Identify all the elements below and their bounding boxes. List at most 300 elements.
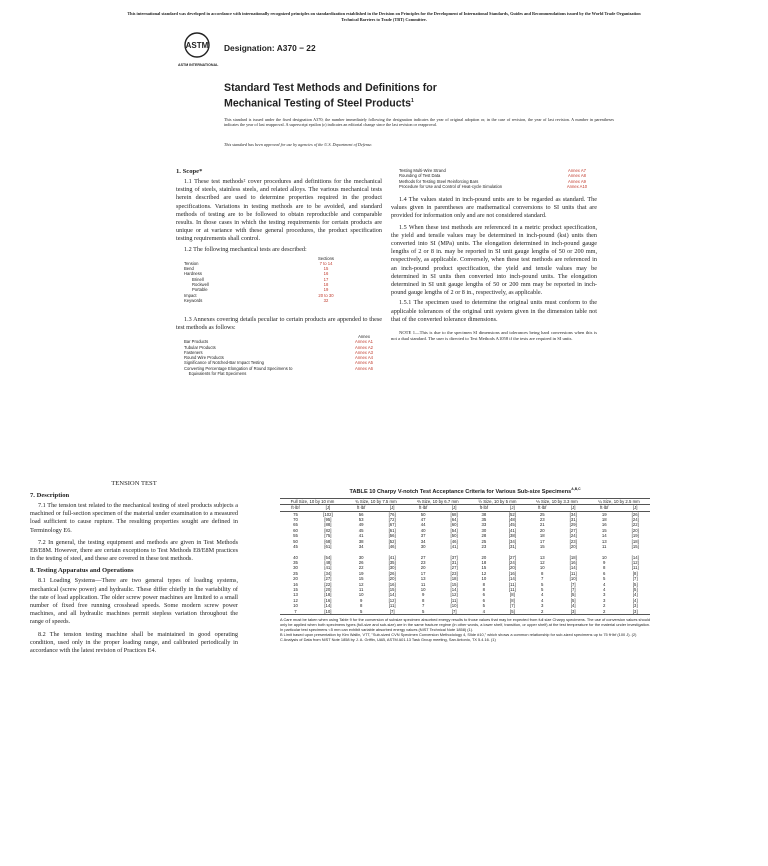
table-cell: [38] xyxy=(508,533,516,539)
table-cell: 20 xyxy=(420,565,426,571)
table-cell: [5] xyxy=(570,597,576,603)
table-cell: [61] xyxy=(324,544,332,550)
annex-link[interactable]: Annex A4 xyxy=(355,355,373,361)
table-cell: 27 xyxy=(420,554,426,560)
table-cell: [12] xyxy=(631,559,639,565)
table-cell: [23] xyxy=(569,538,577,544)
table-cell: [14] xyxy=(388,592,396,598)
table-cell: [27] xyxy=(324,576,332,582)
table-cell: [37] xyxy=(450,554,458,560)
annex-name: Methods for Testing Steel Reinforcing Bars xyxy=(399,178,479,184)
table-cell: 40 xyxy=(293,554,298,560)
table-cell: [14] xyxy=(569,565,577,571)
tests-rows xyxy=(176,261,382,303)
table-cell: [7] xyxy=(510,603,515,609)
table-cell: 75 xyxy=(293,511,298,517)
table-unit-label: ft·lbf xyxy=(345,505,378,511)
table-cell: 2 xyxy=(603,608,606,614)
table-cell: 12 xyxy=(293,597,298,603)
table-cell: 65 xyxy=(293,522,298,528)
table-cell: [27] xyxy=(450,565,458,571)
table-cell: 5 xyxy=(541,581,544,587)
annex-name: Rounding of Test Data xyxy=(399,173,441,179)
annex-header: Annex xyxy=(358,334,370,340)
table-cell: 15 xyxy=(539,544,545,550)
table-cell: 45 xyxy=(293,544,298,550)
table-cell: 9 xyxy=(359,597,363,603)
designation-intro: This standard is issued under the fixed designation A370; the number immediately following the designation indicates the year of original adoption or, in the case of revision, the year of last revision. A number in parentheses indicates the year of last reapproval. A superscript epsilon (ε) indicates an editorial change since the last revision or reapproval. xyxy=(224,117,614,128)
table-cell: [14] xyxy=(324,603,332,609)
table-cell: [15] xyxy=(388,586,396,592)
table-cell: [15] xyxy=(631,544,639,550)
table-cell: 10 xyxy=(601,554,607,560)
table-10 xyxy=(280,487,650,642)
table-cell: 70 xyxy=(293,517,298,523)
annex-link[interactable]: Annex A1 xyxy=(355,339,373,345)
table-cell: [23] xyxy=(450,570,458,576)
table-cell: [7] xyxy=(451,608,457,614)
table-cell: 34 xyxy=(358,544,364,550)
table-cell: [7] xyxy=(570,586,576,592)
table-cell: [11] xyxy=(388,603,396,609)
description-heading: 7. Description xyxy=(30,492,70,499)
table-cell: 12 xyxy=(539,559,545,565)
table-cell: [7] xyxy=(632,576,638,582)
table-cell: 23 xyxy=(539,517,545,523)
table-cell: [4] xyxy=(570,603,576,609)
table-cell: [31] xyxy=(508,544,516,550)
test-sections-link[interactable]: 16 xyxy=(323,271,329,277)
annex-link[interactable]: Annex A6 xyxy=(355,365,373,371)
title-footnote-mark: 1 xyxy=(411,97,414,104)
tests-list xyxy=(176,256,382,314)
annex-list-item xyxy=(391,184,597,189)
table-cell: 11 xyxy=(358,586,364,592)
designation: Designation: A370 − 22 xyxy=(224,43,316,53)
table-cell: [3] xyxy=(570,608,576,614)
table-cell: [22] xyxy=(631,522,639,528)
test-name: Bend xyxy=(184,266,194,272)
table-cell: 13 xyxy=(420,576,426,582)
table-cell: 5 xyxy=(359,608,363,614)
table-cell: [16] xyxy=(569,559,577,565)
table-cell: [16] xyxy=(388,581,396,587)
para-7-1: 7.1 The tension test related to the mechanical testing of steel products subjects a machined or full-section specimen of the material under examination to a measured load sufficient to cause rupture. The resulting properties sought are defined in Terminology E6. xyxy=(30,502,238,534)
table-cell: [24] xyxy=(631,517,639,523)
test-name: Portable xyxy=(192,287,208,293)
page-title xyxy=(224,82,437,110)
test-name: Rockwell xyxy=(192,282,209,288)
table-unit-label: ft·lbf xyxy=(407,505,440,511)
table-cell: [22] xyxy=(324,581,332,587)
annex-link[interactable]: Annex A7 xyxy=(568,168,586,173)
table-cell: [41] xyxy=(388,554,396,560)
table-footnotes xyxy=(280,617,650,642)
table-cell: [4] xyxy=(632,592,638,598)
table-unit-label: [J] xyxy=(559,505,588,511)
table-cell: [34] xyxy=(508,538,516,544)
test-sections-link[interactable]: 17 xyxy=(323,276,329,282)
table-cell: [75] xyxy=(324,533,332,539)
table-cell: [41] xyxy=(324,565,332,571)
table-cell: [61] xyxy=(388,527,396,533)
table-unit-label: ft·lbf xyxy=(280,505,311,511)
table-cell: 55 xyxy=(293,533,298,539)
table-cell: [48] xyxy=(324,559,332,565)
table-group-label: ⅓ Size, 10 by 3.3 mm xyxy=(526,498,588,504)
para-8-2: 8.2 The tension testing machine shall be maintained in good operating condition, used only in the proper loading range, and calibrated periodically in accordance with the latest revision of Practices E4. xyxy=(30,630,238,655)
table-cell: [5] xyxy=(632,581,638,587)
table-cell: 4 xyxy=(482,608,486,614)
annex-name: Fasteners xyxy=(184,349,203,355)
table-unit-label: ft·lbf xyxy=(469,505,499,511)
table-cell: [5] xyxy=(570,592,576,598)
table-cell: 8 xyxy=(482,586,486,592)
table-cell: [27] xyxy=(508,554,516,560)
table-cell: 2 xyxy=(603,603,606,609)
table-cell: [31] xyxy=(569,517,577,523)
table-cell: 15 xyxy=(358,576,364,582)
table-cell: [72] xyxy=(388,517,396,523)
table-cell: [27] xyxy=(569,527,577,533)
table-cell: 18 xyxy=(539,533,545,539)
test-name: Tension xyxy=(184,260,199,266)
table-unit-label: [J] xyxy=(621,505,651,511)
table-cell: 20 xyxy=(539,527,545,533)
table-cell: [11] xyxy=(508,586,516,592)
table-cell: [16] xyxy=(508,570,516,576)
table-cell: 37 xyxy=(420,533,426,539)
table-cell: 56 xyxy=(358,511,364,517)
table-cell: 6 xyxy=(482,592,486,598)
test-sections-link[interactable]: 20 to 30 xyxy=(318,292,334,298)
table-cell: 45 xyxy=(358,527,364,533)
table-cell: [26] xyxy=(388,570,396,576)
table-cell: 50 xyxy=(420,511,426,517)
right-column-scope xyxy=(391,168,597,342)
table-cell: [54] xyxy=(450,527,458,533)
table-cell: 12 xyxy=(481,570,487,576)
table-group-label: Full Size, 10 by 10 mm xyxy=(280,498,345,504)
table-cell: [7] xyxy=(389,608,395,614)
table-cell: 41 xyxy=(358,533,364,539)
tension-test-section xyxy=(30,480,238,655)
annex-name: Equivalents for Flat Specimens xyxy=(184,371,247,377)
table-cell: [14] xyxy=(631,554,639,560)
table-cell: 8 xyxy=(421,597,425,603)
table-title-footnotes: A,B,C xyxy=(571,487,581,491)
table-cell: 30 xyxy=(358,554,364,560)
table-cell: [34] xyxy=(569,511,577,517)
table-cell: [88] xyxy=(324,522,332,528)
table-cell: [10] xyxy=(450,603,458,609)
table-cell: [18] xyxy=(450,576,458,582)
table-cell: [31] xyxy=(450,559,458,565)
table-cell: 15 xyxy=(481,565,487,571)
table-cell: 40 xyxy=(420,527,426,533)
table-cell: 30 xyxy=(293,565,298,571)
table-cell: [18] xyxy=(569,554,577,560)
para-8-1: 8.1 Loading Systems—There are two general types of loading systems, mechanical (screw power) and hydraulic. These differ chiefly in the variability of the rate of load application. The older screw power machines are limited to a small number of fixed free running crosshead speeds. Some modern screw power machines, and all hydraulic machines permit stepless variation throughout the range of speeds. xyxy=(30,577,238,626)
table-cell: [16] xyxy=(324,597,332,603)
table-cell: 30 xyxy=(481,527,487,533)
annex-rows xyxy=(176,339,382,376)
table-cell: [82] xyxy=(324,527,332,533)
table-cell: 19 xyxy=(601,511,607,517)
table-cell: 9 xyxy=(421,592,425,598)
scope-section xyxy=(176,168,382,376)
annex-name: Round Wire Products xyxy=(184,355,224,361)
table-cell: 5 xyxy=(603,576,606,582)
table-group-label: ¾ Size, 10 by 7.5 mm xyxy=(345,498,407,504)
table-cell: [60] xyxy=(450,522,458,528)
table-cell: 3 xyxy=(541,603,544,609)
table-group-label: ¼ Size, 10 by 2.5 mm xyxy=(588,498,650,504)
table-cell: 10 xyxy=(481,576,487,582)
table-cell: 15 xyxy=(601,527,607,533)
table-cell: [64] xyxy=(450,517,458,523)
table-cell: [68] xyxy=(324,538,332,544)
table-cell: [8] xyxy=(632,570,638,576)
annex-link[interactable]: Annex A3 xyxy=(355,349,373,355)
table-cell: 5 xyxy=(541,586,544,592)
table-cell: 14 xyxy=(601,533,607,539)
para-1-2: 1.2 The following mechanical tests are described: xyxy=(184,245,307,253)
table-cell: 60 xyxy=(293,527,298,533)
table-cell: 5 xyxy=(482,603,486,609)
table-cell: [7] xyxy=(570,581,576,587)
table-cell: 13 xyxy=(539,554,545,560)
sections-header: Sections xyxy=(317,255,335,261)
table-cell: [18] xyxy=(324,592,332,598)
table-cell: [45] xyxy=(508,522,516,528)
table-cell: 10 xyxy=(539,565,545,571)
annex-name: Procedure for Use and Control of Heat-cycle Simulation xyxy=(399,183,503,189)
table-cell: [46] xyxy=(388,544,396,550)
table-cell: 4 xyxy=(603,586,606,592)
table-cell: 2 xyxy=(541,608,544,614)
test-sections-link[interactable]: 19 xyxy=(323,287,329,293)
table-cell: 3 xyxy=(603,592,606,598)
table-cell: [20] xyxy=(388,576,396,582)
table-cell: [14] xyxy=(450,586,458,592)
table-cell: 11 xyxy=(601,544,607,550)
table-cell: [10] xyxy=(569,576,577,582)
table-cell: 10 xyxy=(358,592,364,598)
table-cell: 25 xyxy=(293,570,298,576)
table-cell: 4 xyxy=(541,592,544,598)
para-1-1: 1.1 These test methods² cover procedures and definitions for the mechanical testing of steels, stainless steels, and related alloys. The various mechanical tests herein described are used to determine properties required in the product specifications. Variations in testing methods are to be avoided, and standard methods of testing are to be followed to obtain reproducible and comparable results. In those cases in which the testing requirements for certain products are unique or at variance with these general procedures, the product specification testing requirements shall control. xyxy=(176,178,382,243)
test-name: Hardness xyxy=(184,271,202,277)
table-cell: 21 xyxy=(539,522,545,528)
table-cell: 10 xyxy=(293,603,298,609)
table-cell: [41] xyxy=(508,527,516,533)
test-sections-link[interactable]: 18 xyxy=(323,282,329,288)
table-cell: [30] xyxy=(388,565,396,571)
table-unit-label: [J] xyxy=(439,505,468,511)
table-cell: [20] xyxy=(324,586,332,592)
table-cell: [34] xyxy=(324,570,332,576)
table-unit-label: [J] xyxy=(499,505,526,511)
table-cell: [4] xyxy=(632,597,638,603)
para-1-4: 1.4 The values stated in inch-pound units are to be regarded as standard. The values given in parentheses are mathematical conversions to SI units that are provided for information only and are not considered standard. xyxy=(391,196,597,220)
test-sections-link[interactable]: 7 to 14 xyxy=(319,260,333,266)
table-cell: [11] xyxy=(569,570,577,576)
table-cell: [67] xyxy=(388,522,396,528)
table-unit-label: ft·lbf xyxy=(526,505,559,511)
para-7-2: 7.2 In general, the testing equipment and methods are given in Test Methods E8/E8M. However, there are certain exceptions to Test Methods E8/E8M practices in the testing of steel, and these are covered in these test methods. xyxy=(30,538,238,563)
table-cell: [12] xyxy=(388,597,396,603)
footnote-b: B Limit based upon presentation by Kim Wallin, VTT, "Sub-sized CVN Specimen Conversion Methodology 4, Slide #10," which shows a common relationship for sub-sized specimens up to 75 ft·lbf (100 J). (2) xyxy=(280,631,637,637)
table-cell: [26] xyxy=(631,511,639,517)
table-cell: [35] xyxy=(388,559,396,565)
table-cell: 4 xyxy=(541,597,544,603)
table-unit-label: [J] xyxy=(311,505,345,511)
footnote-a: A Care must be taken when using Table 9 for the conversion of subsize specimen absorbed energy results to those values that may be expected from full size Charpy specimens. The use of conversion values should only be applied when both specimens types (full-size and sub-size) are in the same fracture regime (in other words, a lower shelf, transition, or upper shelf) at the test temperature for the material under investigation. In particular test specimens <5 mm can exhibit variable absorbed energy values (NIST Technical Note 1858) (1). xyxy=(280,616,650,632)
annex-link[interactable]: Annex A8 xyxy=(568,173,586,179)
table-cell: [46] xyxy=(450,538,458,544)
table-title: TABLE 10 Charpy V-notch Test Acceptance Criteria for Various Sub-size Specimens xyxy=(349,488,572,495)
table-cell: 13 xyxy=(293,592,298,598)
table-cell: 53 xyxy=(358,517,364,523)
table-cell: 7 xyxy=(541,576,544,582)
international-standard-notice: This international standard was developed in accordance with internationally recognized principles on standardization established in the Decision on Principles for the Development of International Standards, Guides and Recommendations issued by the World Trade Organization Technical Barriers to Trade (TBT) Committee. xyxy=(127,11,641,22)
table-cell: 16 xyxy=(293,581,298,587)
table-cell: [14] xyxy=(508,576,516,582)
table-cell: 4 xyxy=(603,581,606,587)
table-cell: 18 xyxy=(481,559,487,565)
cvn-table xyxy=(280,498,650,615)
table-cell: 25 xyxy=(481,538,487,544)
table-cell: [20] xyxy=(569,544,577,550)
table-cell: [10] xyxy=(324,608,332,614)
table-cell: 8 xyxy=(482,581,486,587)
table-cell: 16 xyxy=(601,522,607,528)
table-cell: [3] xyxy=(632,603,638,609)
table-cell: [41] xyxy=(450,544,458,550)
annex-link[interactable]: Annex A2 xyxy=(355,344,373,350)
table-cell: 8 xyxy=(603,565,606,571)
table-cell: [11] xyxy=(450,597,458,603)
table-cell: 6 xyxy=(603,570,606,576)
table-cell: 47 xyxy=(420,517,426,523)
table-cell: [76] xyxy=(388,511,396,517)
test-sections-link[interactable]: 32 xyxy=(323,297,329,303)
table-group-label: ½ Size, 10 by 5 mm xyxy=(469,498,526,504)
table-cell: 38 xyxy=(358,538,364,544)
note-1: NOTE 1—This is due to the specimen SI dimensions and tolerances being hard conversions when this is not a dual standard. The user is directed to Test Methods A1058 if the tests are required in SI units. xyxy=(391,330,597,342)
table-cell: 49 xyxy=(358,522,364,528)
table-cell: [24] xyxy=(569,533,577,539)
table-cell: 9 xyxy=(603,559,606,565)
astm-logo xyxy=(182,31,218,67)
table-cell: [29] xyxy=(569,522,577,528)
table-cell: 38 xyxy=(481,511,487,517)
table-cell: 8 xyxy=(359,603,363,609)
table-cell: 23 xyxy=(420,559,426,565)
apparatus-heading: 8. Testing Apparatus and Operations xyxy=(30,567,134,575)
table-cell: [11] xyxy=(631,565,639,571)
annex-list xyxy=(176,334,382,376)
table-cell: 20 xyxy=(293,576,298,582)
table-cell: 34 xyxy=(420,538,426,544)
table-cell: 7 xyxy=(294,608,297,614)
table-cell: [5] xyxy=(510,608,515,614)
table-cell: [12] xyxy=(450,592,458,598)
table-cell: 20 xyxy=(481,554,487,560)
table-cell: 17 xyxy=(420,570,426,576)
table-cell: [54] xyxy=(324,554,332,560)
annex-name: Converting Percentage Elongation of Round Specimens to xyxy=(184,365,293,371)
table-cell: 6 xyxy=(482,597,486,603)
table-cell: 8 xyxy=(541,570,544,576)
table-cell: 33 xyxy=(481,522,487,528)
test-name: Impact xyxy=(184,292,197,298)
test-name: Keywords xyxy=(184,297,203,303)
table-cell: [56] xyxy=(388,533,396,539)
table-unit-label: [J] xyxy=(377,505,406,511)
para-1-5: 1.5 When these test methods are referenced in a metric product specification, the yield and tensile values may be determined in inch-pound (ksi) units then converted into SI (MPa) units. The elongation determined in inch-pound gauge lengths of 2 or 8 in. may be reported in SI unit gauge lengths of 50 or 200 mm, respectively, as applicable. Conversely, when these test methods are referenced in an inch-pound product specification, the yield and tensile values may be determined in SI units then converted into inch-pound units. The elongation determined in SI unit gauge lengths of 50 or 200 mm may be reported in inch-pound gauge lengths of 2 or 8 in., respectively, as applicable. xyxy=(391,223,597,297)
para-1-5-1: 1.5.1 The specimen used to determine the original units must conform to the applicable tolerances of the original unit system given in the dimension table not that of the converted tolerance dimensions. xyxy=(391,299,597,323)
table-cell: 50 xyxy=(293,538,298,544)
annex-name: Significance of Notched-Bar Impact Testing xyxy=(184,360,264,366)
footnote-c: C Analysis of Data from NIST Note 1858 by J. A. Griffin, UAB, ASTM A01.13 Task Group meeting, San Antonio, TX 5.4.16. (1) xyxy=(280,636,496,642)
annex-link[interactable]: Annex A5 xyxy=(355,360,373,366)
table-cell: 11 xyxy=(420,581,426,587)
annex-name: Tubular Products xyxy=(184,344,216,350)
table-cell: 5 xyxy=(421,608,425,614)
table-cell: 28 xyxy=(481,533,487,539)
table-cell: 18 xyxy=(601,517,607,523)
table-cell: [52] xyxy=(508,511,516,517)
test-sections-link[interactable]: 15 xyxy=(323,266,329,272)
table-row xyxy=(280,609,650,615)
svg-text:ASTM: ASTM xyxy=(185,41,209,50)
test-list-item xyxy=(176,298,382,303)
table-cell: 3 xyxy=(603,597,606,603)
table-cell: [20] xyxy=(631,527,639,533)
table-unit-label: ft·lbf xyxy=(588,505,621,511)
annex-link[interactable]: Annex A10 xyxy=(566,183,588,189)
table-cell: [11] xyxy=(508,581,516,587)
table-cell: [8] xyxy=(510,592,515,598)
table-cell: [15] xyxy=(450,581,458,587)
table-cell: 13 xyxy=(601,538,607,544)
table-cell: 22 xyxy=(358,565,364,571)
table-cell: 23 xyxy=(481,544,487,550)
table-group-label: ⅔ Size, 10 by 6.7 mm xyxy=(407,498,469,504)
para-1-3: 1.3 Annexes covering details peculiar to certain products are appended to these test methods as follows: xyxy=(176,315,382,332)
table-cell: [20] xyxy=(508,565,516,571)
test-name: Brinell xyxy=(192,276,204,282)
annex-link[interactable]: Annex A9 xyxy=(568,178,586,184)
table-cell: [19] xyxy=(631,533,639,539)
table-cell: [95] xyxy=(324,517,332,523)
annex-list-item xyxy=(176,371,382,376)
table-cell: 7 xyxy=(421,603,425,609)
table-cell: 12 xyxy=(358,581,364,587)
table-cell: [48] xyxy=(508,517,516,523)
table-cell: 44 xyxy=(420,522,426,528)
logo-caption: ASTM INTERNATIONAL xyxy=(178,63,219,67)
table-cell: [68] xyxy=(450,511,458,517)
table-cell: 26 xyxy=(358,559,364,565)
table-cell: [52] xyxy=(388,538,396,544)
table-cell: 35 xyxy=(293,559,298,565)
table-cell: [50] xyxy=(450,533,458,539)
table-cell: 17 xyxy=(539,538,545,544)
table-cell: [102] xyxy=(323,511,333,517)
